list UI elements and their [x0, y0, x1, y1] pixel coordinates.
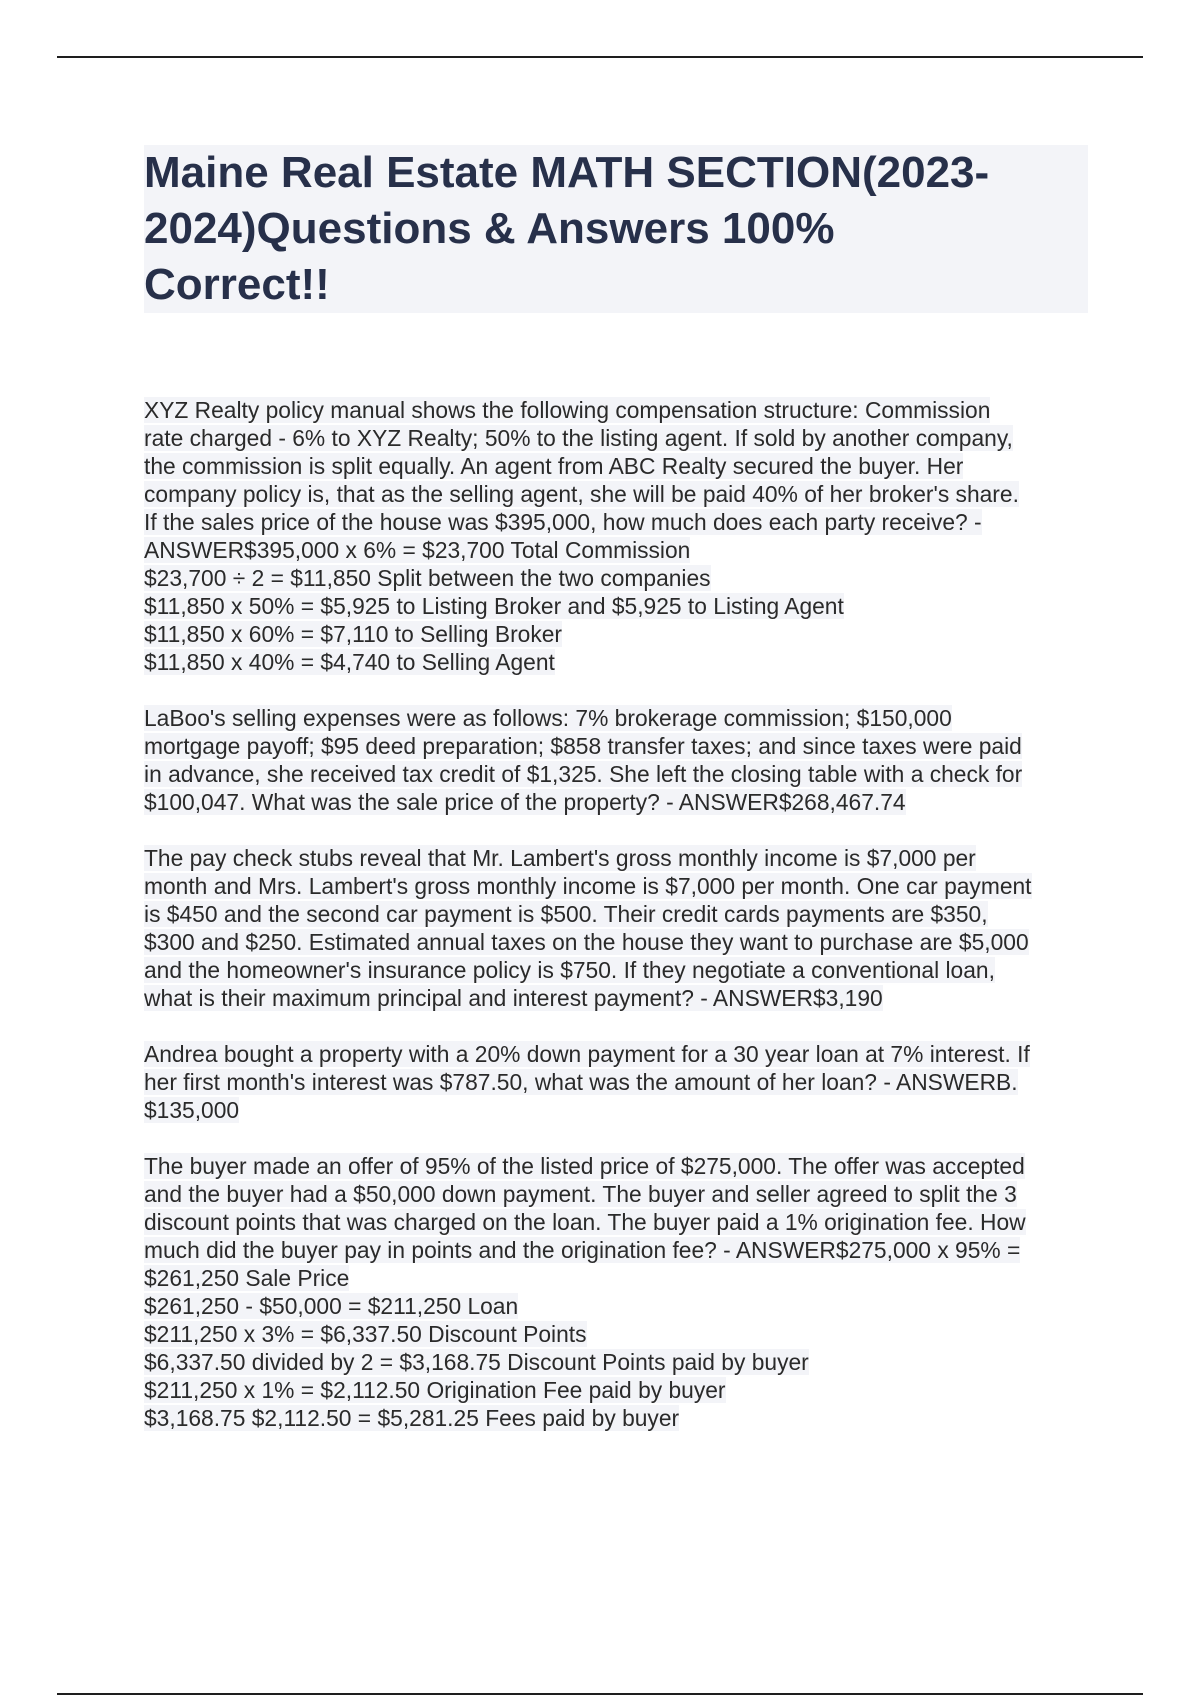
title-line: 2024)Questions & Answers 100%	[144, 204, 835, 253]
qa-content	[144, 396, 1099, 1460]
text-line: The buyer made an offer of 95% of the listed price of $275,000. The offer was accepted	[144, 1153, 1025, 1179]
text-line: month and Mrs. Lambert's gross monthly income is $7,000 per month. One car payment	[144, 873, 1032, 899]
text-line: $6,337.50 divided by 2 = $3,168.75 Discount Points paid by buyer	[144, 1349, 809, 1375]
text-line: Andrea bought a property with a 20% down payment for a 30 year loan at 7% interest. If	[144, 1041, 1030, 1067]
text-line: ANSWER$395,000 x 6% = $23,700 Total Commission	[144, 537, 691, 563]
qa-block	[144, 704, 1099, 816]
text-line: $211,250 x 1% = $2,112.50 Origination Fee paid by buyer	[144, 1377, 726, 1403]
text-line: mortgage payoff; $95 deed preparation; $858 transfer taxes; and since taxes were paid	[144, 733, 1022, 759]
text-line: company policy is, that as the selling agent, she will be paid 40% of her broker's share.	[144, 481, 1019, 507]
title-block	[144, 145, 1088, 313]
text-line: XYZ Realty policy manual shows the following compensation structure: Commission	[144, 397, 991, 423]
text-line: The pay check stubs reveal that Mr. Lambert's gross monthly income is $7,000 per	[144, 845, 976, 871]
qa-block	[144, 1152, 1099, 1432]
text-line: rate charged - 6% to XYZ Realty; 50% to the listing agent. If sold by another company,	[144, 425, 1013, 451]
text-line: her first month's interest was $787.50, what was the amount of her loan? - ANSWERB.	[144, 1069, 1018, 1095]
text-line: and the buyer had a $50,000 down payment. The buyer and seller agreed to split the 3	[144, 1181, 1017, 1207]
bottom-rule	[57, 1693, 1143, 1695]
text-line: discount points that was charged on the loan. The buyer paid a 1% origination fee. How	[144, 1209, 1026, 1235]
document-title	[144, 145, 1088, 313]
text-line: $261,250 - $50,000 = $211,250 Loan	[144, 1293, 519, 1319]
title-line: Maine Real Estate MATH SECTION(2023-	[144, 148, 990, 197]
text-line: $3,168.75 $2,112.50 = $5,281.25 Fees paid by buyer	[144, 1405, 680, 1431]
text-line: $300 and $250. Estimated annual taxes on the house they want to purchase are $5,000	[144, 929, 1029, 955]
text-line: LaBoo's selling expenses were as follows: 7% brokerage commission; $150,000	[144, 705, 952, 731]
text-line: much did the buyer pay in points and the origination fee? - ANSWER$275,000 x 95% =	[144, 1237, 1021, 1263]
title-line: Correct!!	[144, 260, 330, 309]
text-line: what is their maximum principal and interest payment? - ANSWER$3,190	[144, 985, 883, 1011]
text-line: $135,000	[144, 1097, 240, 1123]
qa-block	[144, 396, 1099, 676]
text-line: the commission is split equally. An agent from ABC Realty secured the buyer. Her	[144, 453, 964, 479]
top-rule	[57, 56, 1143, 58]
text-line: in advance, she received tax credit of $1,325. She left the closing table with a check for	[144, 761, 1023, 787]
text-line: $211,250 x 3% = $6,337.50 Discount Points	[144, 1321, 587, 1347]
text-line: $11,850 x 50% = $5,925 to Listing Broker and $5,925 to Listing Agent	[144, 593, 844, 619]
qa-block	[144, 1040, 1099, 1124]
text-line: $100,047. What was the sale price of the property? - ANSWER$268,467.74	[144, 789, 906, 815]
text-line: $23,700 ÷ 2 = $11,850 Split between the two companies	[144, 565, 711, 591]
text-line: $11,850 x 40% = $4,740 to Selling Agent	[144, 649, 555, 675]
text-line: $261,250 Sale Price	[144, 1265, 350, 1291]
qa-block	[144, 844, 1099, 1012]
text-line: If the sales price of the house was $395,000, how much does each party receive? -	[144, 509, 982, 535]
text-line: is $450 and the second car payment is $500. Their credit cards payments are $350,	[144, 901, 988, 927]
text-line: and the homeowner's insurance policy is $750. If they negotiate a conventional loan,	[144, 957, 995, 983]
text-line: $11,850 x 60% = $7,110 to Selling Broker	[144, 621, 563, 647]
